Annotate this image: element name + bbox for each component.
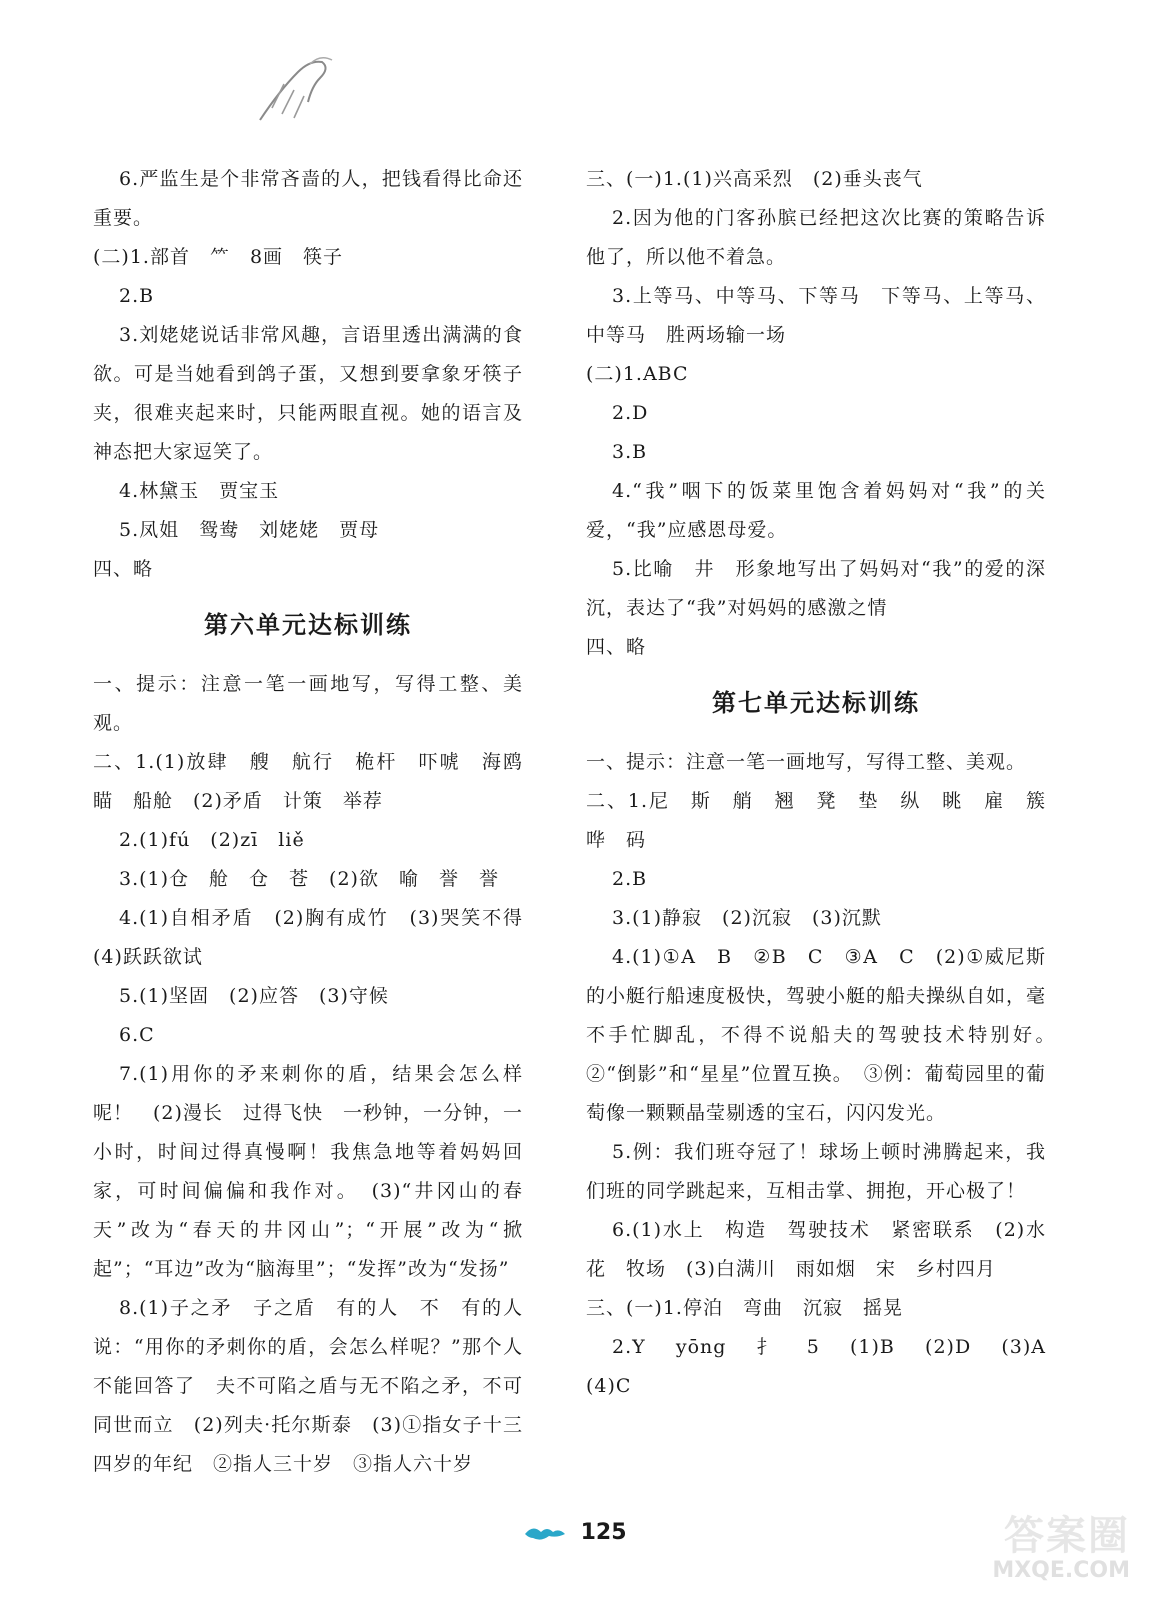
right-answer-line: 6.(1)水上 构造 驾驶技术 紧密联系 (2)水 花 牧场 (3)白满川 雨如烟 宋 乡村四月	[586, 1219, 1067, 1280]
page-number: 125	[580, 1520, 627, 1545]
right-answer-line: 3.(1)静寂 (2)沉寂 (3)沉默	[612, 907, 882, 929]
left-answer-line: 4.(1)自相矛盾 (2)胸有成竹 (3)哭笑不得 (4)跃跃欲试	[93, 907, 544, 968]
watermark-text: 答案圈	[1004, 1513, 1130, 1559]
right-answer-line: 三、(一)1.停泊 弯曲 沉寂 摇晃	[586, 1297, 903, 1319]
right-answer-line: 5.比喻 井 形象地写出了妈妈对“我”的爱的深沉，表达了“我”对妈妈的感激之情	[586, 558, 1046, 619]
right-answer-line: 2.D	[612, 402, 649, 424]
left-answer-line: 4.林黛玉 贾宝玉	[119, 480, 280, 502]
watermark-url: MXQE.COM	[992, 1558, 1130, 1583]
left-answer-line: 四、略	[93, 558, 154, 580]
left-answer-line: 2.(1)fú (2)zī liě	[119, 829, 305, 851]
right-answer-line: 一、提示：注意一笔一画地写，写得工整、美观。	[586, 751, 1027, 773]
left-answer-line: 6.严监生是个非常吝啬的人，把钱看得比命还重要。	[93, 168, 523, 229]
right-column	[586, 160, 1067, 1406]
bird-icon	[523, 1522, 567, 1544]
right-after-heading	[586, 743, 1067, 1406]
left-column	[93, 160, 544, 1484]
unit-six-heading: 第六单元达标训练	[204, 610, 412, 639]
right-answer-line: 3.B	[612, 441, 648, 463]
left-answer-line: 一、提示：注意一笔一画地写，写得工整、美观。	[93, 673, 523, 734]
left-answer-line: 2.B	[119, 285, 155, 307]
right-answer-line: 二、1.尼 斯 艄 翘 凳 垫 纵 眺 雇 簇 哗 码	[586, 790, 1067, 851]
right-answer-line: 四、略	[586, 636, 647, 658]
left-answer-line: 3.刘姥姥说话非常风趣，言语里透出满满的食欲。可是当她看到鸽子蛋，又想到要拿象牙筷子夹，很难夹起来时，只能两眼直视。她的语言及神态把大家逗笑了。	[93, 324, 523, 463]
right-answer-line: 三、(一)1.(1)兴高采烈 (2)垂头丧气	[586, 168, 923, 190]
right-answer-line: 2.B	[612, 868, 648, 890]
unit-seven-heading: 第七单元达标训练	[712, 688, 920, 717]
right-answer-line: 3.上等马、中等马、下等马 下等马、上等马、中等马 胜两场输一场	[586, 285, 1046, 346]
left-after-heading	[93, 665, 544, 1484]
watermark-logo	[930, 1513, 1130, 1591]
right-answer-line: 2.Y yōng 扌 5 (1)B (2)D (3)A (4)C	[586, 1336, 1067, 1397]
left-answer-line: (二)1.部首 ⺮ 8画 筷子	[93, 246, 344, 268]
right-answer-line: 4.“我”咽下的饭菜里饱含着妈妈对“我”的关爱，“我”应感恩母爱。	[586, 480, 1046, 541]
left-answer-line: 5.(1)坚固 (2)应答 (3)守候	[119, 985, 389, 1007]
right-answer-line: 2.因为他的门客孙膑已经把这次比赛的策略告诉他了，所以他不着急。	[586, 207, 1046, 268]
left-answer-line: 8.(1)子之矛 子之盾 有的人 不 有的人说：“用你的矛刺你的盾，会怎么样呢？”那个人不能回答了 夫不可陷之盾与无不陷之矛，不可同世而立 (2)列夫·托尔斯泰 (3)①指女子十三四岁的年纪 ②指人三十岁 ③指人六十岁	[93, 1297, 523, 1475]
left-answer-line: 二、1.(1)放肆 艘 航行 桅杆 吓唬 海鸥 瞄 船舱 (2)矛盾 计策 举荐	[93, 751, 544, 812]
left-answer-line: 7.(1)用你的矛来刺你的盾，结果会怎么样呢！ (2)漫长 过得飞快 一秒钟，一分钟，一小时，时间过得真慢啊！我焦急地等着妈妈回家，可时间偏偏和我作对。 (3)“井冈山的春天”改为“春天的井冈山”；“开展”改为“掀起”；“耳边”改为“脑海里”；“发挥”改为“发扬”	[93, 1063, 523, 1280]
left-answer-line: 5.凤姐 鸳鸯 刘姥姥 贾母	[119, 519, 380, 541]
left-answer-line: 6.C	[119, 1024, 155, 1046]
left-answer-line: 3.(1)仓 舱 仓 苍 (2)欲 喻 誉 誉	[119, 868, 499, 890]
right-answer-line: 5.例：我们班夺冠了！球场上顿时沸腾起来，我们班的同学跳起来，互相击掌、拥抱，开心极了！	[586, 1141, 1046, 1202]
right-before-heading	[586, 160, 1046, 667]
right-answer-line: 4.(1)①A B ②B C ③A C (2)①威尼斯的小艇行船速度极快，驾驶小艇的船夫操纵自如，毫不手忙脚乱，不得不说船夫的驾驶技术特别好。 ②“倒影”和“星星”位置互换。 ③例：葡萄园里的葡萄像一颗颗晶莹剔透的宝石，闪闪发光。	[586, 946, 1067, 1124]
left-before-heading	[93, 160, 523, 589]
decorative-sketch-icon	[250, 50, 340, 135]
right-answer-line: (二)1.ABC	[586, 363, 689, 385]
